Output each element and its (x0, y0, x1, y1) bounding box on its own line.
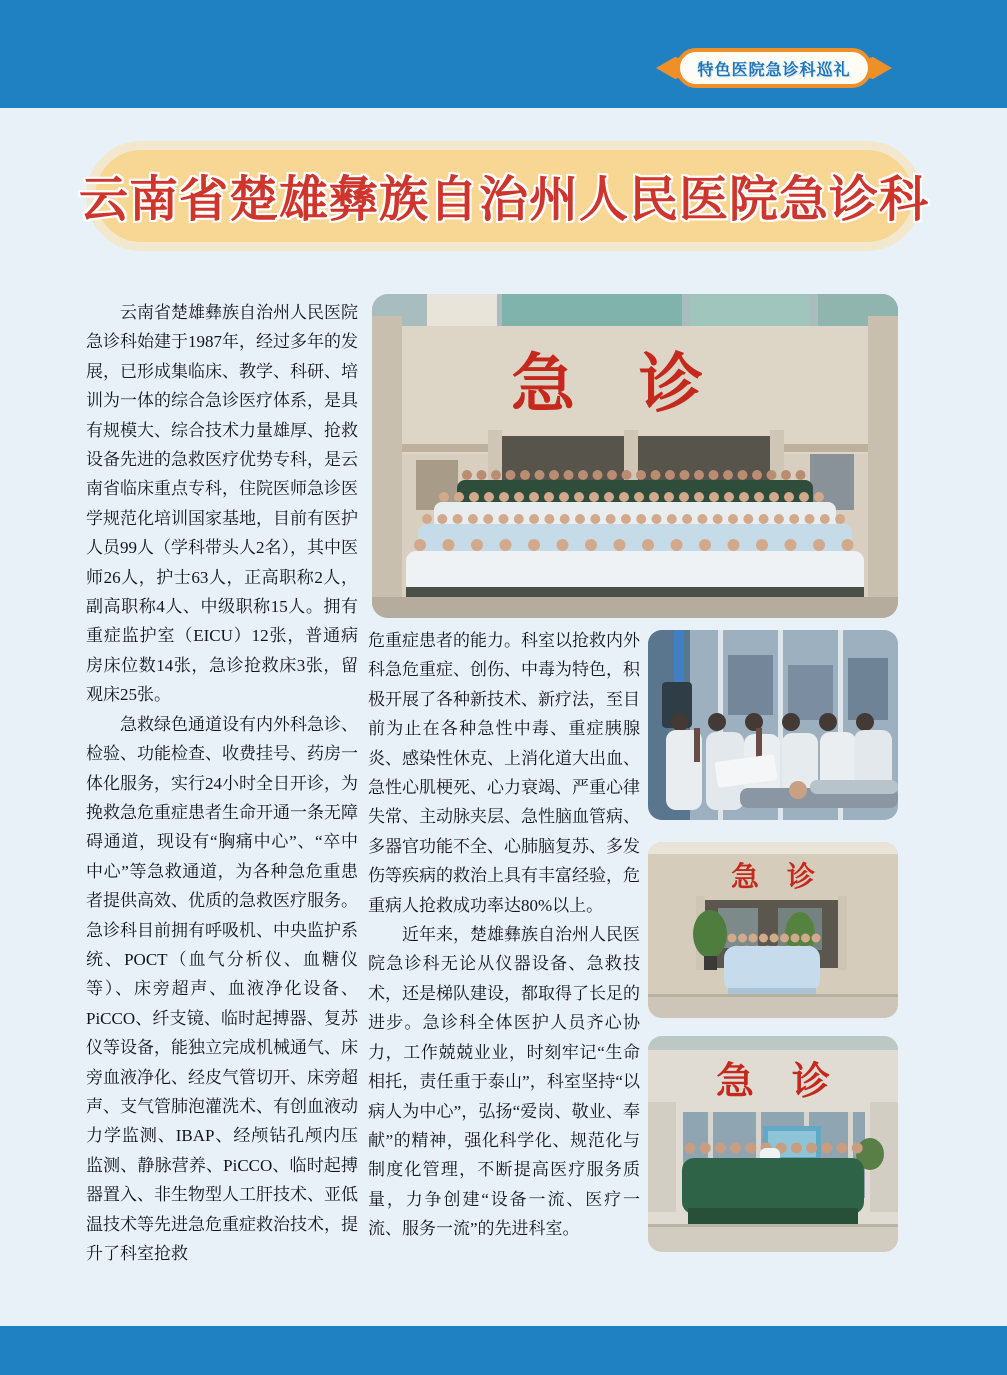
photo-illustration (648, 1036, 898, 1252)
emergency-sign-text: 急 诊 (511, 349, 703, 420)
photo-staff-group-building (372, 294, 898, 618)
photo-illustration (648, 842, 898, 1018)
paragraph: 危重症患者的能力。科室以抢救内外科急危重症、创伤、中毒为特色，积极开展了各种新技术、新疗法，至目前为止在各种急性中毒、重症胰腺炎、感染性休克、上消化道大出血、急性心肌梗死、心力衰竭、严重心律失常、主动脉夹层、急性脑血管病、多器官功能不全、心肺脑复苏、多发伤等疾病的救治上具有丰富经验，危重病人抢救成功率达80%以上。 (368, 631, 640, 915)
crowd-row (728, 934, 821, 943)
page-title-banner (79, 150, 930, 242)
photo-doctors-ward-round (648, 630, 898, 820)
emergency-sign-text: 急 诊 (715, 1061, 831, 1103)
emergency-sign-text: 急 诊 (730, 862, 816, 893)
page-title: 云南省楚雄彝族自治州人民医院急诊科 (79, 172, 930, 227)
series-badge-label: 特色医院急诊科巡礼 (697, 61, 851, 79)
paragraph: 急救绿色通道设有内外科急诊、检验、功能检查、收费挂号、药房一体化服务，实行24小时全日开诊，为挽救急危重症患者生命开通一条无障碍通道，现设有“胸痛中心”、“卒中中心”等急救通道，为各种急危重患者提供高效、优质的急救医疗服务。急诊科目前拥有呼吸机、中央监护系统、POCT（血气分析仪、血糖仪等）、床旁超声、血液净化设备、PiCCO、纤支镜、临时起搏器、复苏仪等设备，能独立完成机械通气、床旁血液净化、经皮气管切开、床旁超声、支气管肺泡灌洗术、有创血液动力学监测、IBAP、经颅钻孔颅内压监测、静脉营养、PiCCO、临时起搏器置入、非生物型人工肝技术、亚低温技术等先进急危重症救治技术，提升了科室抢救 (86, 714, 358, 1263)
series-badge (660, 46, 888, 90)
photo-illustration (372, 294, 898, 618)
photo-illustration (648, 630, 898, 820)
photo-green-scrubs-team (648, 1036, 898, 1252)
article-middle-column (368, 626, 640, 1276)
badge-pill (676, 48, 872, 88)
paragraph: 近年来，楚雄彝族自治州人民医院急诊科无论从仪器设备、急救技术，还是梯队建设，都取得了长足的进步。急诊科全体医护人员齐心协力，工作兢兢业业，时刻牢记“生命相托，责任重于泰山”，科室坚持“以病人为中心”，弘扬“爱岗、敬业、奉献”的精神，强化科学化、规范化与制度化管理，不断提高医疗服务质量，力争创建“设备一流、医疗一流、服务一流”的先进科室。 (368, 925, 640, 1239)
photo-nurses-entrance (648, 842, 898, 1018)
bottom-border-band (0, 1326, 1007, 1375)
top-border-band (0, 0, 1007, 108)
article-left-column (86, 298, 358, 1266)
paragraph: 云南省楚雄彝族自治州人民医院急诊科始建于1987年，经过多年的发展，已形成集临床、教学、科研、培训为一体的综合急诊医疗体系，是具有规模大、综合技术力量雄厚、抢救设备先进的急救医疗优势专科，是云南省临床重点专科，住院医师急诊医学规范化培训国家基地，目前有医护人员99人（学科带头人2名），其中医师26人，护士63人，正高职称2人，副高职称4人、中级职称15人。拥有重症监护室（EICU）12张，普通病房床位数14张，急诊抢救床3张，留观床25张。 (86, 303, 358, 705)
